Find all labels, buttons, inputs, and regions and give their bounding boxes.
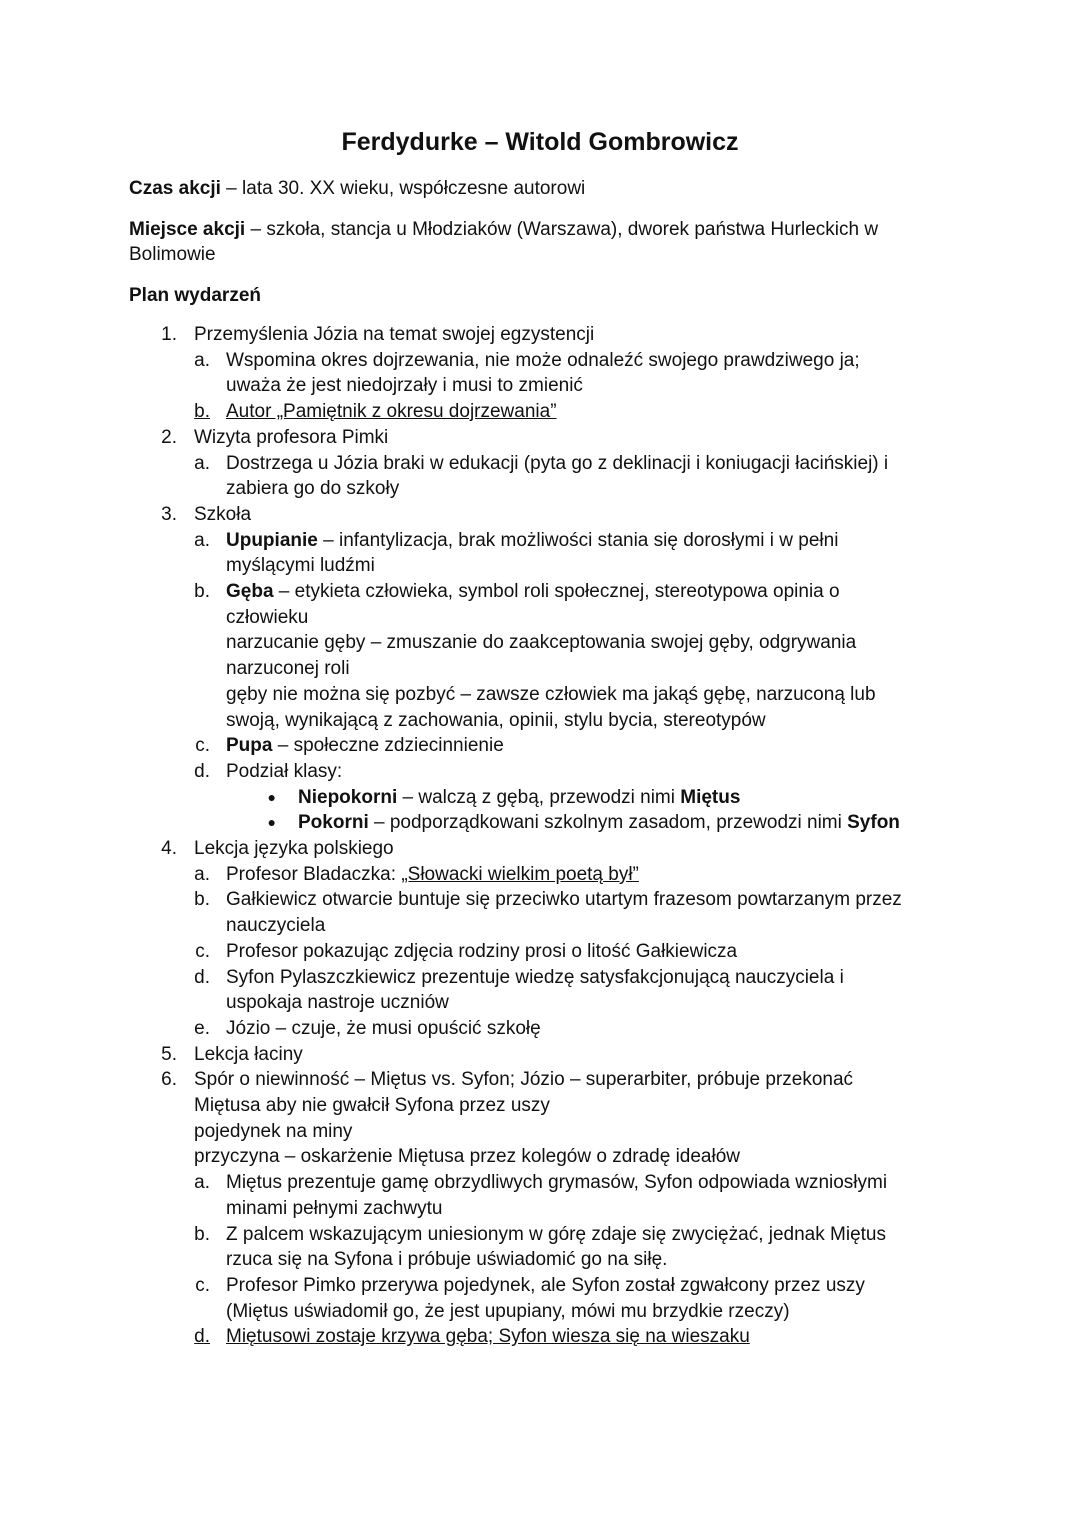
bold-name: Miętus (680, 786, 741, 808)
list-item (226, 1016, 541, 1042)
list-item (226, 1273, 865, 1299)
bold-term: Pupa (226, 735, 273, 757)
list-item (194, 1119, 352, 1145)
list-item-text: Wspomina okres dojrzewania, nie może odnaleźć swojego prawdziwego ja; (226, 349, 860, 371)
list-item (226, 1247, 667, 1273)
list-item-text: – społeczne zdziecinnienie (272, 735, 504, 757)
list-item (226, 630, 856, 656)
list-item-text: myślącymi ludźmi (226, 555, 375, 577)
list-item (226, 373, 583, 399)
list-marker: 5. (161, 1043, 177, 1065)
bold-name: Syfon (847, 812, 900, 834)
list-marker: b. (194, 889, 210, 911)
list-item (226, 862, 639, 888)
list-marker: 4. (161, 838, 177, 859)
list-item-text: Podział klasy: (226, 760, 343, 782)
miejsce-akcji-text-cont: Bolimowie (129, 244, 216, 265)
list-item-text: minami pełnymi zachwytu (226, 1197, 443, 1219)
document-title: Ferdydurke – Witold Gombrowicz (341, 128, 739, 156)
list-marker: e. (194, 1017, 210, 1039)
plan-heading: Plan wydarzeń (129, 285, 261, 306)
list-item-text: pojedynek na miny (194, 1120, 353, 1142)
list-marker: b. (194, 1223, 210, 1245)
bold-term: Upupianie (226, 529, 318, 551)
list-item (226, 708, 766, 734)
list-marker: a. (194, 452, 210, 474)
list-item-text: Wizyta profesora Pimki (194, 426, 389, 448)
list-item (226, 553, 375, 579)
list-item-text: nauczyciela (226, 915, 326, 937)
list-item-text: – etykieta człowieka, symbol roli społecznej, stereotypowa opinia o (273, 581, 840, 602)
czas-akcji-label: Czas akcji (129, 178, 221, 199)
list-item-text: Szkoła (194, 503, 252, 525)
list-marker: 3. (161, 503, 177, 525)
quote-underlined: „Słowacki wielkim poetą był” (401, 863, 639, 885)
list-item (226, 1299, 790, 1325)
list-item (226, 451, 888, 477)
list-item-text: Syfon Pylaszczkiewicz prezentuje wiedzę satysfakcjonującą nauczyciela i (226, 966, 844, 988)
bold-term: Pokorni (298, 812, 369, 834)
list-item (226, 887, 902, 913)
list-item (194, 1144, 740, 1170)
czas-akcji-text: – lata 30. XX wieku, współczesne autorowi (220, 178, 586, 199)
list-item (226, 476, 399, 502)
list-item (226, 399, 557, 425)
list-item-text: rzuca się na Syfona i próbuje uświadomić go na siłę. (226, 1249, 668, 1271)
list-item (226, 528, 838, 554)
list-item-text: Autor „Pamiętnik z okresu dojrzewania” (226, 401, 557, 423)
list-item-text: Profesor Bladaczka: (226, 863, 402, 885)
list-item-text: zabiera go do szkoły (226, 478, 400, 500)
list-item-text: Józio – czuje, że musi opuścić szkołę (226, 1017, 541, 1039)
list-item-text: uważa że jest niedojrzały i musi to zmienić (226, 375, 583, 397)
list-item (298, 785, 740, 811)
list-item-text: gęby nie można się pozbyć – zawsze człowiek ma jakąś gębę, narzuconą lub (226, 683, 876, 705)
list-item-text: Dostrzega u Józia braki w edukacji (pyta go z deklinacji i koniugacji łacińskiej) i (226, 452, 889, 474)
list-item (226, 759, 342, 785)
miejsce-akcji-label: Miejsce akcji (129, 219, 246, 240)
list-item-text: narzuconej roli (226, 658, 350, 680)
list-item-text: Gałkiewicz otwarcie buntuje się przeciwko utartym frazesom powtarzanym przez (226, 889, 902, 911)
list-marker: b. (194, 401, 210, 423)
list-marker: a. (194, 1172, 210, 1194)
list-item (226, 656, 350, 682)
list-item-text: przyczyna – oskarżenie Miętusa przez kolegów o zdradę ideałów (194, 1146, 740, 1168)
list-item (226, 990, 449, 1016)
list-item-text: człowieku (226, 606, 309, 628)
czas-akcji-paragraph (129, 176, 949, 201)
list-item (194, 1093, 550, 1119)
list-marker: c. (195, 1274, 210, 1296)
miejsce-akcji-text: – szkoła, stancja u Młodziaków (Warszawa), dworek państwa Hurleckich w (245, 219, 879, 240)
list-marker: d. (194, 966, 210, 988)
list-marker: a. (194, 529, 210, 551)
list-item-text: Lekcja łaciny (194, 1043, 303, 1065)
list-marker: c. (195, 735, 210, 757)
list-item-text: Przemyślenia Józia na temat swojej egzystencji (194, 324, 595, 345)
list-item (194, 425, 388, 451)
list-marker: a. (194, 349, 210, 371)
list-item (194, 836, 394, 862)
list-item (226, 939, 737, 965)
list-item (226, 605, 308, 631)
list-marker: d. (194, 1326, 210, 1348)
list-item (194, 1067, 853, 1093)
list-marker: 6. (161, 1069, 177, 1091)
list-item (226, 1170, 887, 1196)
list-item-text: swoją, wynikającą z zachowania, opinii, stylu bycia, stereotypów (226, 709, 766, 731)
list-marker: a. (194, 863, 210, 885)
list-item (226, 348, 860, 374)
list-item (226, 682, 876, 708)
list-item-text: uspokaja nastroje uczniów (226, 992, 449, 1014)
list-item-text: Spór o niewinność – Miętus vs. Syfon; Józio – superarbiter, próbuje przekonać (194, 1069, 854, 1091)
list-item (226, 1196, 442, 1222)
list-marker: c. (195, 940, 210, 962)
list-marker: 1. (161, 324, 177, 345)
list-item-text: Profesor pokazując zdjęcia rodziny prosi o litość Gałkiewicza (226, 940, 738, 962)
list-item-text: Profesor Pimko przerywa pojedynek, ale Syfon został zgwałcony przez uszy (226, 1274, 865, 1296)
list-item-text: Miętus prezentuje gamę obrzydliwych grymasów, Syfon odpowiada wzniosłymi (226, 1172, 888, 1194)
list-item (226, 1222, 886, 1248)
bold-term: Gęba (226, 581, 274, 602)
bullet-marker: ● (267, 814, 276, 831)
list-item (194, 322, 594, 348)
list-item-text: – podporządkowani szkolnym zasadom, przewodzi nimi (368, 812, 848, 834)
miejsce-akcji-paragraph (129, 217, 949, 267)
list-item (226, 733, 504, 759)
list-marker: b. (194, 581, 210, 602)
bullet-marker: ● (267, 788, 276, 805)
list-item (298, 810, 900, 836)
list-item-text: Miętusowi zostaje krzywa gęba; Syfon wiesza się na wieszaku (226, 1326, 750, 1348)
list-item-text: (Miętus uświadomił go, że jest upupiany, mówi mu brzydkie rzeczy) (226, 1300, 790, 1322)
list-item (226, 579, 840, 605)
list-item-text: Lekcja języka polskiego (194, 838, 394, 859)
list-item-text: Z palcem wskazującym uniesionym w górę zdaje się zwyciężać, jednak Miętus (226, 1223, 886, 1245)
bold-term: Niepokorni (298, 786, 398, 808)
list-item (194, 502, 251, 528)
list-item (226, 1324, 750, 1350)
list-marker: 2. (161, 426, 177, 448)
list-item (194, 1042, 303, 1068)
list-item (226, 913, 325, 939)
list-item-text: narzucanie gęby – zmuszanie do zaakceptowania swojej gęby, odgrywania (226, 632, 857, 654)
list-marker: d. (194, 760, 210, 782)
list-item-text: Miętusa aby nie gwałcił Syfona przez uszy (194, 1095, 550, 1116)
list-item (226, 965, 844, 991)
list-item-text: – walczą z gębą, przewodzi nimi (397, 786, 681, 808)
list-item-text: – infantylizacja, brak możliwości stania się dorosłymi i w pełni (317, 529, 839, 551)
